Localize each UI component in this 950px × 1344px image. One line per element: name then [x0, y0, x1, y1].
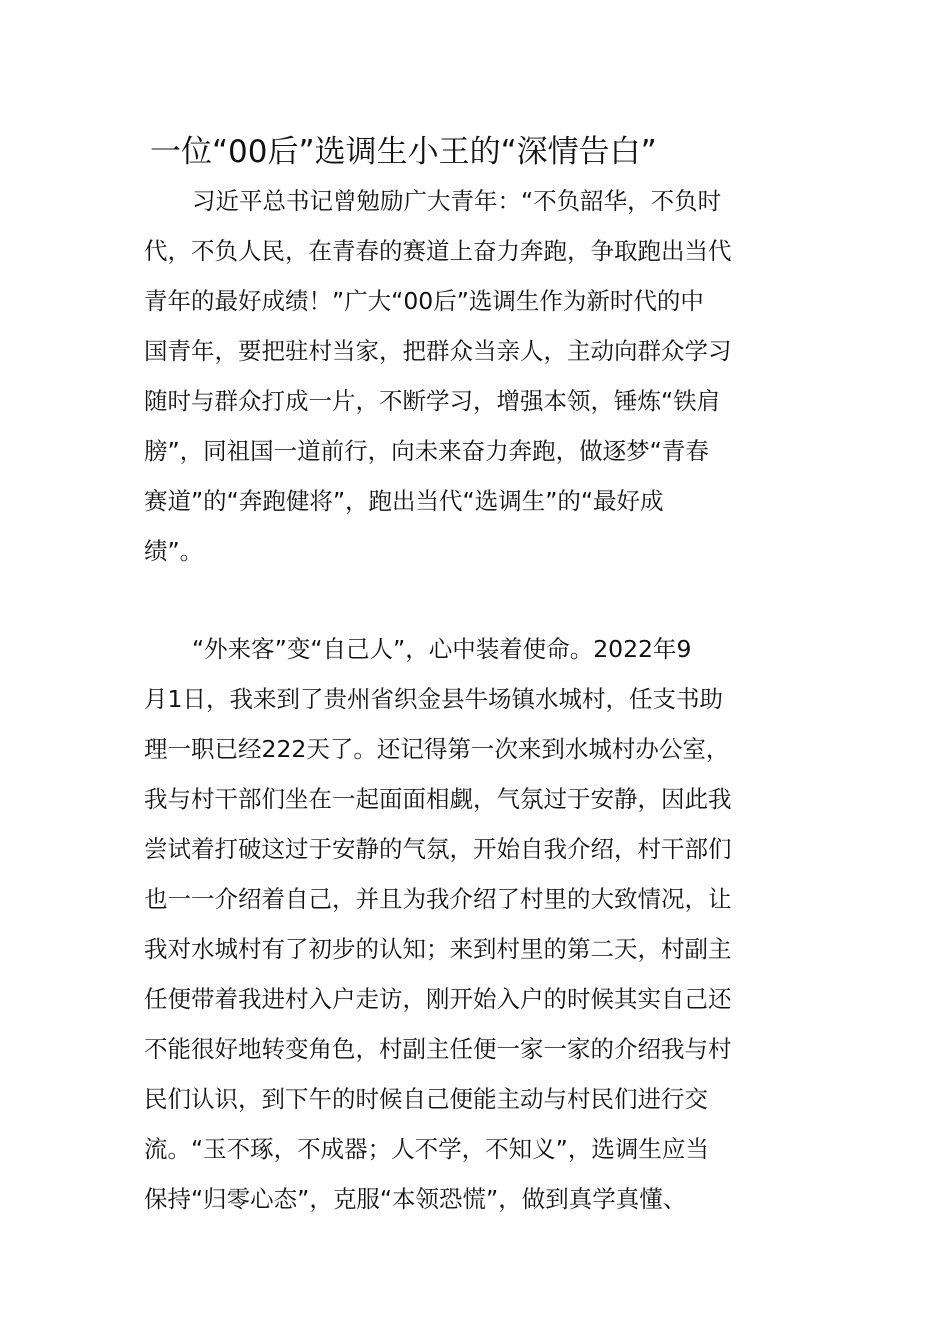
text-line: “外来客”变“自己人”，心中装着使命。2022年9 [192, 635, 692, 663]
text-line: 尝试着打破这过于安静的气氛，开始自我介绍，村干部们 [144, 835, 732, 863]
text-line: 绩”。 [144, 537, 204, 565]
text-line: 流。“玉不琢，不成器；人不学，不知义”，选调生应当 [144, 1135, 709, 1163]
text-line: 也一一介绍着自己，并且为我介绍了村里的大致情况，让 [144, 885, 732, 913]
paragraph-intro [144, 176, 808, 576]
text-line: 随时与群众打成一片，不断学习，增强本领，锤炼“铁肩 [144, 387, 721, 415]
text-line: 理一职已经222天了。还记得第一次来到水城村办公室， [144, 735, 730, 763]
text-line: 保持“归零心态”，克服“本领恐慌”，做到真学真懂、 [144, 1185, 687, 1213]
document-title: 一位“00后”选调生小王的“深情告白” [150, 134, 657, 170]
text-line: 月1日，我来到了贵州省织金县牛场镇水城村，任支书助 [144, 685, 723, 713]
text-line: 任便带着我进村入户走访，刚开始入户的时候其实自己还 [144, 985, 732, 1013]
text-line: 不能很好地转变角色，村副主任便一家一家的介绍我与村 [144, 1035, 732, 1063]
text-line: 我对水城村有了初步的认知；来到村里的第二天，村副主 [144, 935, 732, 963]
text-line: 习近平总书记曾勉励广大青年：“不负韶华，不负时 [192, 187, 722, 215]
text-line: 膀”，同祖国一道前行，向未来奋力奔跑，做逐梦“青春 [144, 437, 709, 465]
text-line: 代，不负人民，在青春的赛道上奋力奔跑，争取跑出当代 [144, 237, 732, 265]
text-line: 民们认识，到下午的时候自己便能主动与村民们进行交 [144, 1085, 708, 1113]
text-line: 青年的最好成绩！”广大“00后”选调生作为新时代的中 [144, 287, 704, 315]
text-line: 国青年，要把驻村当家，把群众当亲人，主动向群众学习 [144, 337, 732, 365]
paragraph-body [144, 624, 808, 1224]
text-line: 赛道”的“奔跑健将”，跑出当代“选调生”的“最好成 [144, 487, 664, 515]
text-line: 我与村干部们坐在一起面面相觑，气氛过于安静，因此我 [144, 785, 732, 813]
